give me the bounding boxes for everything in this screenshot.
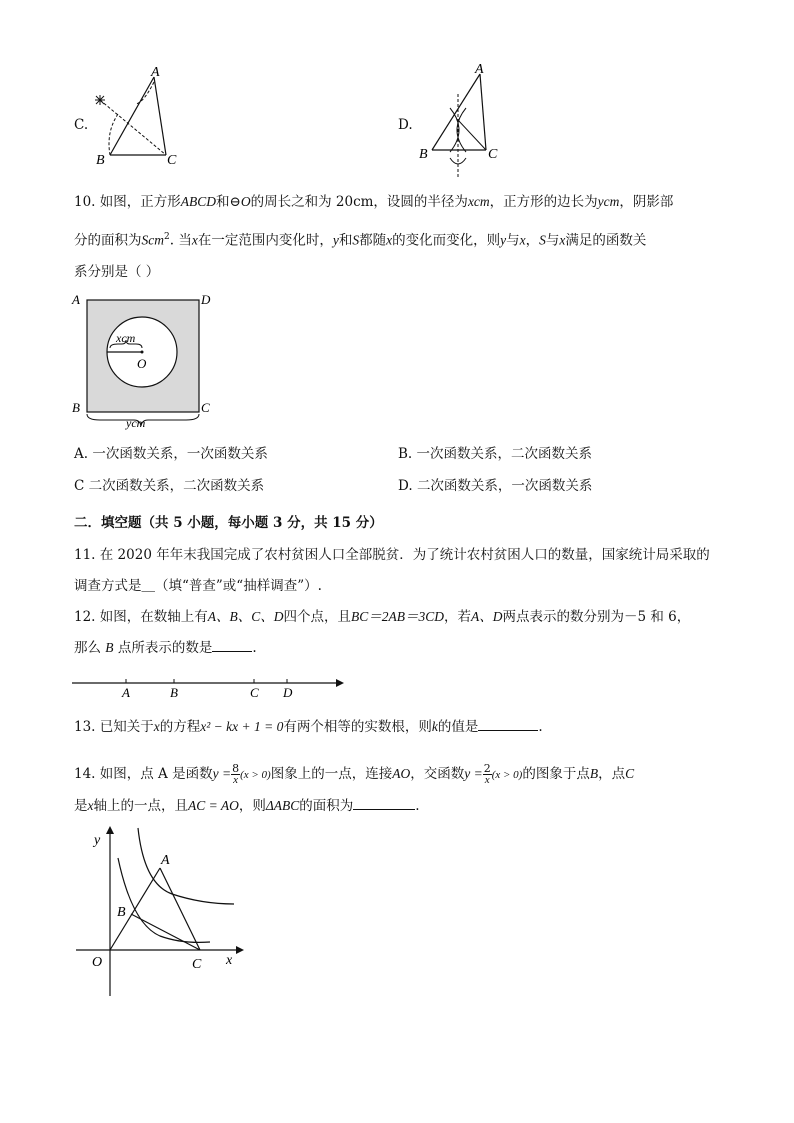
fig-d-label-c: C	[488, 147, 498, 162]
q10-fig-label-o: O	[137, 356, 147, 371]
q12-number-line	[70, 670, 345, 700]
fig-d-label-b: B	[419, 147, 428, 162]
q14-fig-label-a: A	[161, 853, 170, 868]
axis-label-d: D	[283, 685, 293, 700]
q14-fraction-2: $\frac{2}{x}$	[483, 762, 491, 786]
q12-line-1: 12. 如图，在数轴上有A、B、C、D四个点，且BC＝2AB＝3CD，若A、D两点表示的数分别为－5 和 6，	[74, 609, 691, 625]
q11-line-2: 调查方式是＿（填“普查”或“抽样调查”）.	[74, 578, 322, 594]
q14-fig-label-c: C	[192, 957, 202, 972]
fig-c-label-a: A	[151, 65, 160, 80]
q10-option-c: C 二次函数关系，二次函数关系	[74, 478, 265, 494]
q10-fig-label-b: B	[72, 400, 80, 415]
q10-option-d: D. 二次函数关系，一次函数关系	[398, 478, 593, 494]
axis-label-b: B	[170, 685, 178, 700]
q10-fig-label-a: A	[72, 292, 80, 307]
q13-line: 13. 已知关于x的方程x² − kx + 1 = 0有两个相等的实数根，则k的值是 .	[74, 719, 543, 735]
q12-answer-blank	[212, 651, 252, 652]
section-2-title: 二．填空题（共 5 小题，每小题 3 分，共 15 分）	[74, 515, 383, 531]
q10-fig-label-xcm: xcm	[116, 331, 136, 345]
q14-answer-blank	[353, 809, 415, 810]
q10-line-2: 分的面积为Scm$^2$. 当x在一定范围内变化时，y和S都随x的变化而变化，则y与x，S与x满足的函数关	[74, 232, 647, 249]
fig-c-label-c: C	[167, 153, 177, 168]
q9-option-d-figure	[414, 60, 524, 184]
q14-figure	[72, 824, 252, 1004]
q9-option-c-figure	[88, 62, 188, 172]
q10-line-3: 系分别是（ ）	[74, 264, 160, 280]
axis-label-c: C	[250, 685, 259, 700]
q10-figure	[70, 290, 220, 430]
q10-fig-label-d: D	[201, 292, 211, 307]
q14-fraction-1: $\frac{8}{x}$	[232, 762, 240, 786]
option-c-label: C.	[74, 117, 89, 133]
q14-fig-label-o: O	[92, 955, 103, 970]
fig-d-label-a: A	[475, 62, 484, 77]
q10-fig-label-c: C	[201, 400, 210, 415]
q14-fig-label-b: B	[117, 905, 126, 920]
q10-option-b: B. 一次函数关系，二次函数关系	[398, 446, 593, 462]
q14-line-2: 是x轴上的一点，且AC = AO，则ΔABC的面积为 .	[74, 798, 420, 814]
option-d-label: D.	[398, 117, 413, 133]
q13-answer-blank	[478, 730, 538, 731]
q12-line-2: 那么 B 点所表示的数是 .	[74, 640, 257, 656]
q14-fig-label-y: y	[94, 833, 101, 848]
q11-line-1: 11. 在 2020 年年末我国完成了农村贫困人口全部脱贫．为了统计农村贫困人口的数量，国家统计局采取的	[74, 547, 710, 563]
q10-fig-label-ycm: ycm	[126, 416, 146, 430]
fig-c-label-b: B	[96, 153, 105, 168]
q14-fig-label-x: x	[226, 953, 233, 968]
q14-line-1: 14. 如图，点 A 是函数y = $\frac{8}{x}$ (x > 0)图象上的一点，连接AO，交函数y = $\frac{2}{x}$ (x > 0)的图象于点B，点C	[74, 762, 635, 786]
axis-label-a: A	[122, 685, 130, 700]
q10-option-a: A. 一次函数关系，一次函数关系	[74, 446, 268, 462]
q10-line-1: 10. 如图，正方形ABCD和⊖O的周长之和为 20cm，设圆的半径为xcm，正方形的边长为ycm，阴影部	[74, 194, 674, 210]
